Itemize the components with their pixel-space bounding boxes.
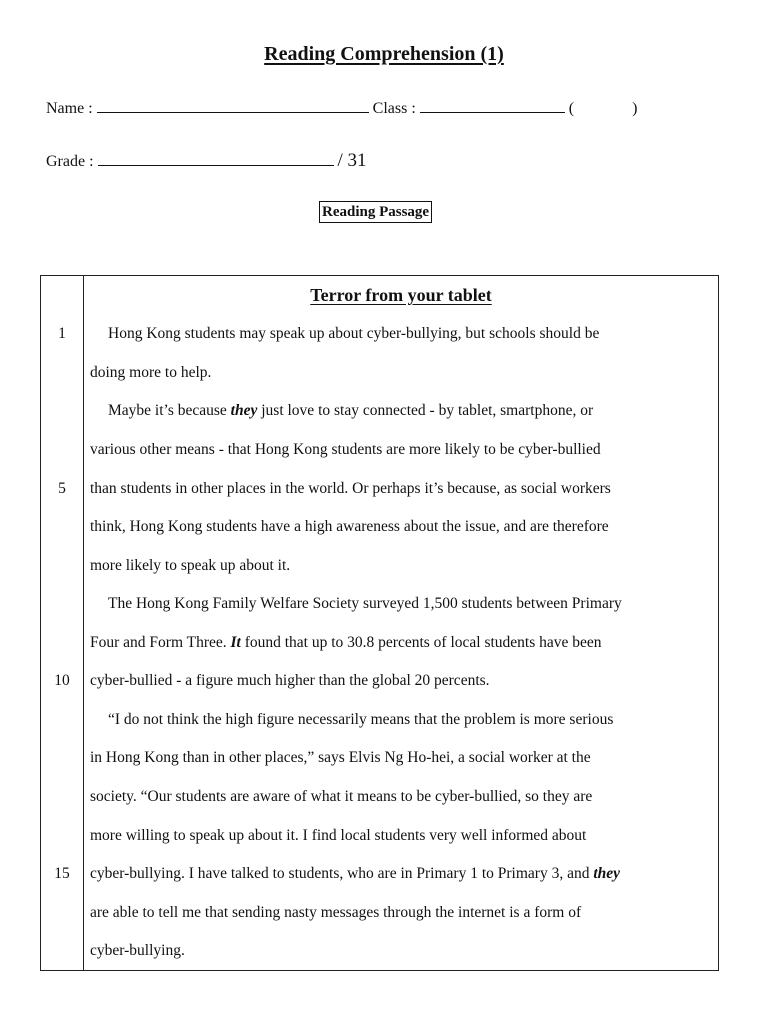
- class-label: Class :: [372, 100, 416, 117]
- passage-line: society. “Our students are aware of what it means to be cyber-bullied, so they are: [90, 788, 593, 805]
- reference-word: they: [230, 402, 258, 419]
- passage-line: more willing to speak up about it. I find local students very well informed about: [90, 827, 587, 844]
- passage-box: [40, 275, 719, 971]
- line-number-5: 5: [58, 480, 66, 497]
- passage-line: than students in other places in the world. Or perhaps it’s because, as social workers: [90, 480, 611, 497]
- passage-line: Maybe it’s because they just love to stay connected - by tablet, smartphone, or: [108, 402, 594, 419]
- grade-total: / 31: [337, 150, 367, 171]
- name-class-row: [46, 98, 637, 118]
- line-number-15: 15: [54, 865, 70, 882]
- line-number-divider: [83, 276, 84, 970]
- passage-line: cyber-bullying.: [90, 942, 185, 959]
- passage-title: Terror from your tablet: [310, 285, 492, 305]
- passage-line: in Hong Kong than in other places,” says Elvis Ng Ho-hei, a social worker at the: [90, 749, 591, 766]
- grade-row: [46, 150, 367, 172]
- passage-line: Hong Kong students may speak up about cyber-bullying, but schools should be: [108, 325, 600, 342]
- passage-line: various other means - that Hong Kong students are more likely to be cyber-bullied: [90, 441, 601, 458]
- passage-line: more likely to speak up about it.: [90, 557, 291, 574]
- passage-line: The Hong Kong Family Welfare Society surveyed 1,500 students between Primary: [108, 595, 622, 612]
- reading-passage-label: Reading Passage: [319, 201, 432, 223]
- class-number-close: ): [632, 100, 638, 117]
- class-number-open: (: [568, 100, 575, 117]
- passage-line: cyber-bullying. I have talked to students, who are in Primary 1 to Primary 3, and they: [90, 865, 621, 882]
- passage-line: doing more to help.: [90, 364, 212, 381]
- line-number-1: 1: [58, 325, 66, 342]
- name-label: Name :: [46, 100, 93, 117]
- passage-line: cyber-bullied - a figure much higher than the global 20 percents.: [90, 672, 490, 689]
- worksheet-title: Reading Comprehension (1): [264, 43, 504, 65]
- grade-field[interactable]: [98, 151, 334, 166]
- grade-label: Grade :: [46, 153, 94, 170]
- passage-line: “I do not think the high figure necessarily means that the problem is more serious: [108, 711, 614, 728]
- passage-line: think, Hong Kong students have a high awareness about the issue, and are therefore: [90, 518, 609, 535]
- class-field[interactable]: [420, 98, 565, 113]
- reference-word: they: [593, 865, 621, 882]
- line-number-10: 10: [54, 672, 70, 689]
- name-field[interactable]: [97, 98, 369, 113]
- passage-line: Four and Form Three. It found that up to 30.8 percents of local students have been: [90, 634, 602, 651]
- reference-word: It: [230, 634, 241, 651]
- passage-line: are able to tell me that sending nasty messages through the internet is a form of: [90, 904, 582, 921]
